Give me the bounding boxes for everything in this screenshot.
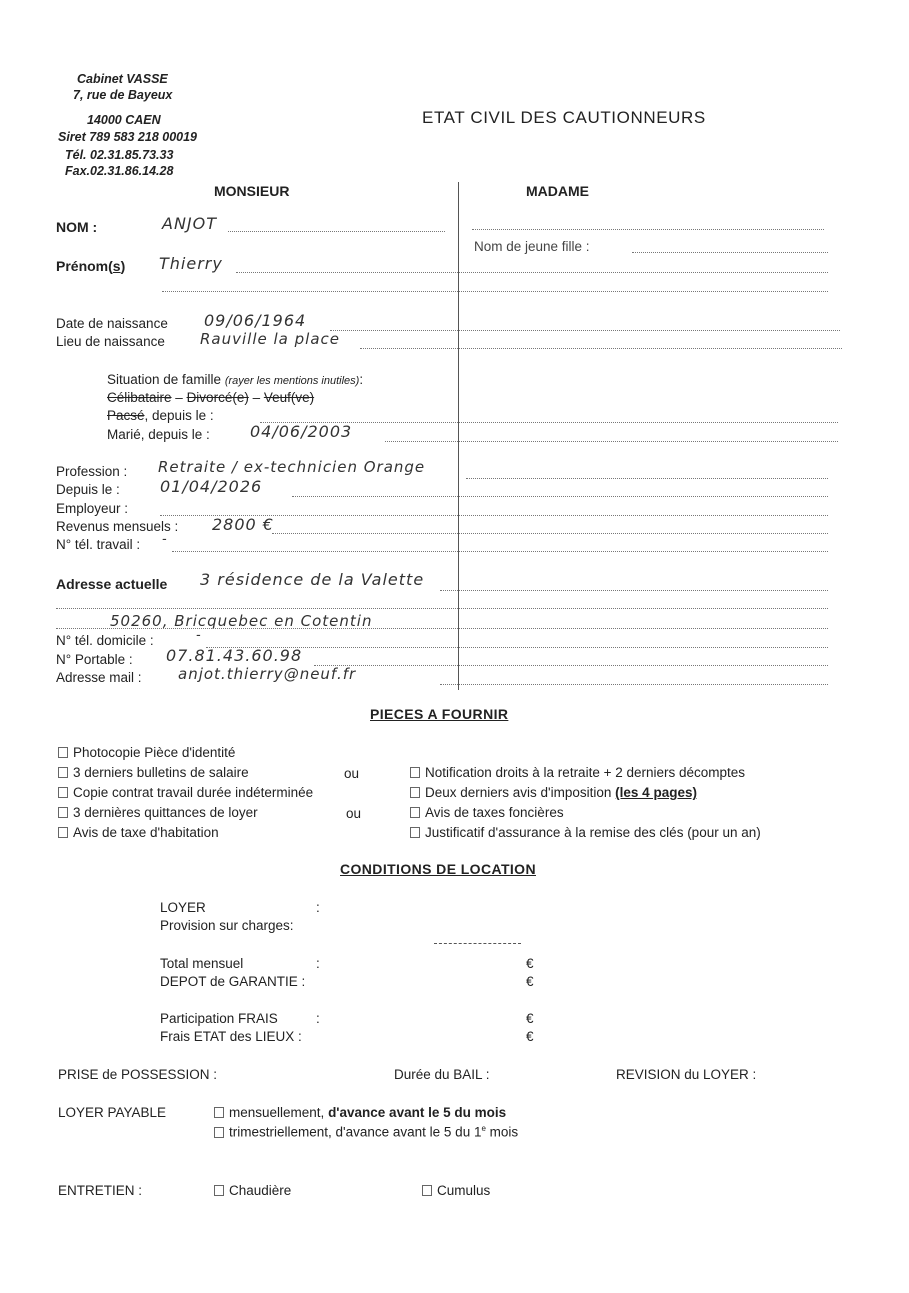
- column-monsieur: MONSIEUR: [214, 183, 290, 199]
- piece-taxes-foncieres[interactable]: Avis de taxes foncières: [410, 805, 564, 820]
- checkbox-icon: [410, 827, 420, 838]
- tel-travail-label: N° tél. travail :: [56, 537, 141, 552]
- naissance-lieu-label: Lieu de naissance: [56, 334, 165, 349]
- checkbox-icon: [422, 1185, 432, 1196]
- checkbox-icon: [58, 807, 68, 818]
- loyer-payable-label: LOYER PAYABLE: [58, 1105, 167, 1120]
- jeune-fille-label: Nom de jeune fille :: [474, 239, 590, 254]
- cabinet-name: Cabinet VASSE: [77, 72, 168, 86]
- revenus-value[interactable]: 2800 €: [212, 515, 274, 534]
- depot-euro: €: [526, 974, 534, 989]
- revision-loyer-label: REVISION du LOYER :: [616, 1067, 757, 1082]
- page-title: ETAT CIVIL DES CAUTIONNEURS: [422, 108, 706, 127]
- cabinet-phone: Tél. 02.31.85.73.33: [65, 148, 174, 162]
- prenom-label: Prénom(s): [56, 258, 126, 274]
- tel-travail-value[interactable]: -: [162, 532, 168, 547]
- piece-taxe-habitation[interactable]: Avis de taxe d'habitation: [58, 825, 219, 840]
- mail-label: Adresse mail :: [56, 670, 142, 685]
- checkbox-icon: [214, 1185, 224, 1196]
- piece-identite[interactable]: Photocopie Pièce d'identité: [58, 745, 235, 760]
- cabinet-fax: Fax.02.31.86.14.28: [65, 164, 174, 178]
- ou-1: ou: [344, 766, 360, 781]
- revenus-line: [272, 533, 828, 534]
- checkbox-icon: [58, 787, 68, 798]
- checkbox-icon: [410, 767, 420, 778]
- depuis-line: [292, 496, 828, 497]
- checkbox-icon: [214, 1107, 224, 1118]
- marie-value[interactable]: 04/06/2003: [250, 422, 353, 441]
- mail-line: [440, 684, 828, 685]
- checkbox-icon: [214, 1127, 224, 1138]
- piece-notification-retraite[interactable]: Notification droits à la retraite + 2 derniers décomptes: [410, 765, 745, 780]
- cabinet-siret: Siret 789 583 218 00019: [58, 130, 198, 144]
- profession-line: [466, 478, 828, 479]
- participation-colon: :: [316, 1011, 320, 1026]
- checkbox-icon: [58, 747, 68, 758]
- total-label: Total mensuel: [160, 956, 244, 971]
- adresse-line1-dots: [440, 590, 828, 591]
- situation-options: Célibataire – Divorcé(e) – Veuf(ve): [107, 390, 315, 405]
- naissance-lieu-line: [360, 348, 842, 349]
- prise-possession-label: PRISE de POSSESSION :: [58, 1067, 218, 1082]
- checkbox-icon: [58, 827, 68, 838]
- portable-label: N° Portable :: [56, 652, 133, 667]
- mail-value[interactable]: anjot.thierry@neuf.fr: [178, 665, 357, 683]
- participation-euro: €: [526, 1011, 534, 1026]
- checkbox-icon: [58, 767, 68, 778]
- employeur-label: Employeur :: [56, 501, 129, 516]
- prenom-line: [236, 272, 828, 273]
- option-chaudiere[interactable]: Chaudière: [214, 1183, 291, 1198]
- checkbox-icon: [410, 807, 420, 818]
- piece-assurance[interactable]: Justificatif d'assurance à la remise des clés (pour un an): [410, 825, 761, 840]
- nom-line: [228, 231, 445, 232]
- piece-bulletins[interactable]: 3 derniers bulletins de salaire: [58, 765, 249, 780]
- depot-label: DEPOT de GARANTIE :: [160, 974, 306, 989]
- prenom-value[interactable]: Thierry: [159, 254, 223, 273]
- piece-contrat[interactable]: Copie contrat travail durée indéterminée: [58, 785, 313, 800]
- naissance-date-line: [330, 330, 840, 331]
- conditions-title: CONDITIONS DE LOCATION: [340, 861, 536, 877]
- duree-bail-label: Durée du BAIL :: [394, 1067, 490, 1082]
- adresse-line1[interactable]: 3 résidence de la Valette: [200, 570, 425, 589]
- madame-nom-line: [472, 229, 824, 230]
- column-divider: [458, 182, 459, 690]
- total-colon: :: [316, 956, 320, 971]
- option-cumulus[interactable]: Cumulus: [422, 1183, 490, 1198]
- profession-label: Profession :: [56, 464, 128, 479]
- adresse-label: Adresse actuelle: [56, 576, 168, 592]
- total-euro: €: [526, 956, 534, 971]
- loyer-label: LOYER: [160, 900, 206, 915]
- option-mensuel[interactable]: mensuellement, d'avance avant le 5 du mois: [214, 1105, 506, 1120]
- tel-domicile-value[interactable]: -: [196, 628, 202, 643]
- participation-label: Participation FRAIS: [160, 1011, 278, 1026]
- profession-value[interactable]: Retraite / ex-technicien Orange: [158, 458, 426, 476]
- provision-label: Provision sur charges:: [160, 918, 294, 933]
- naissance-date-label: Date de naissance: [56, 316, 168, 331]
- portable-line: [314, 665, 828, 666]
- frais-etat-label: Frais ETAT des LIEUX :: [160, 1029, 302, 1044]
- portable-value[interactable]: 07.81.43.60.98: [166, 646, 303, 665]
- entretien-label: ENTRETIEN :: [58, 1183, 143, 1198]
- tel-domicile-label: N° tél. domicile :: [56, 633, 154, 648]
- depuis-label: Depuis le :: [56, 482, 120, 497]
- nom-label: NOM :: [56, 219, 98, 235]
- frais-etat-euro: €: [526, 1029, 534, 1044]
- nom-value[interactable]: ANJOT: [162, 214, 217, 233]
- naissance-lieu-value[interactable]: Rauville la place: [200, 330, 340, 348]
- option-trimestriel[interactable]: trimestriellement, d'avance avant le 5 du 1e mois: [214, 1124, 518, 1140]
- naissance-date-value[interactable]: 09/06/1964: [204, 311, 307, 330]
- tel-travail-line: [172, 551, 828, 552]
- column-madame: MADAME: [526, 183, 589, 199]
- revenus-label: Revenus mensuels :: [56, 519, 179, 534]
- adresse-line2[interactable]: 50260, Bricquebec en Cotentin: [110, 612, 373, 630]
- subtotal-separator: [434, 943, 521, 944]
- loyer-colon: :: [316, 900, 320, 915]
- checkbox-icon: [410, 787, 420, 798]
- depuis-value[interactable]: 01/04/2026: [160, 477, 263, 496]
- piece-quittances[interactable]: 3 dernières quittances de loyer: [58, 805, 258, 820]
- marie-line: [385, 441, 838, 442]
- cabinet-city: 14000 CAEN: [87, 113, 161, 127]
- jeune-fille-line: [632, 252, 828, 253]
- cabinet-street: 7, rue de Bayeux: [73, 88, 173, 102]
- adresse-line2-dots: [56, 628, 828, 629]
- piece-avis-imposition[interactable]: Deux derniers avis d'imposition (les 4 pages): [410, 785, 697, 800]
- adresse-blank-line: [56, 608, 828, 609]
- prenom-extra-line: [162, 291, 828, 292]
- pacse-label: Pacsé, depuis le :: [107, 408, 214, 423]
- marie-label: Marié, depuis le :: [107, 427, 210, 442]
- ou-2: ou: [346, 806, 362, 821]
- pieces-title: PIECES A FOURNIR: [370, 706, 509, 722]
- situation-label: Situation de famille (rayer les mentions inutiles):: [107, 372, 364, 387]
